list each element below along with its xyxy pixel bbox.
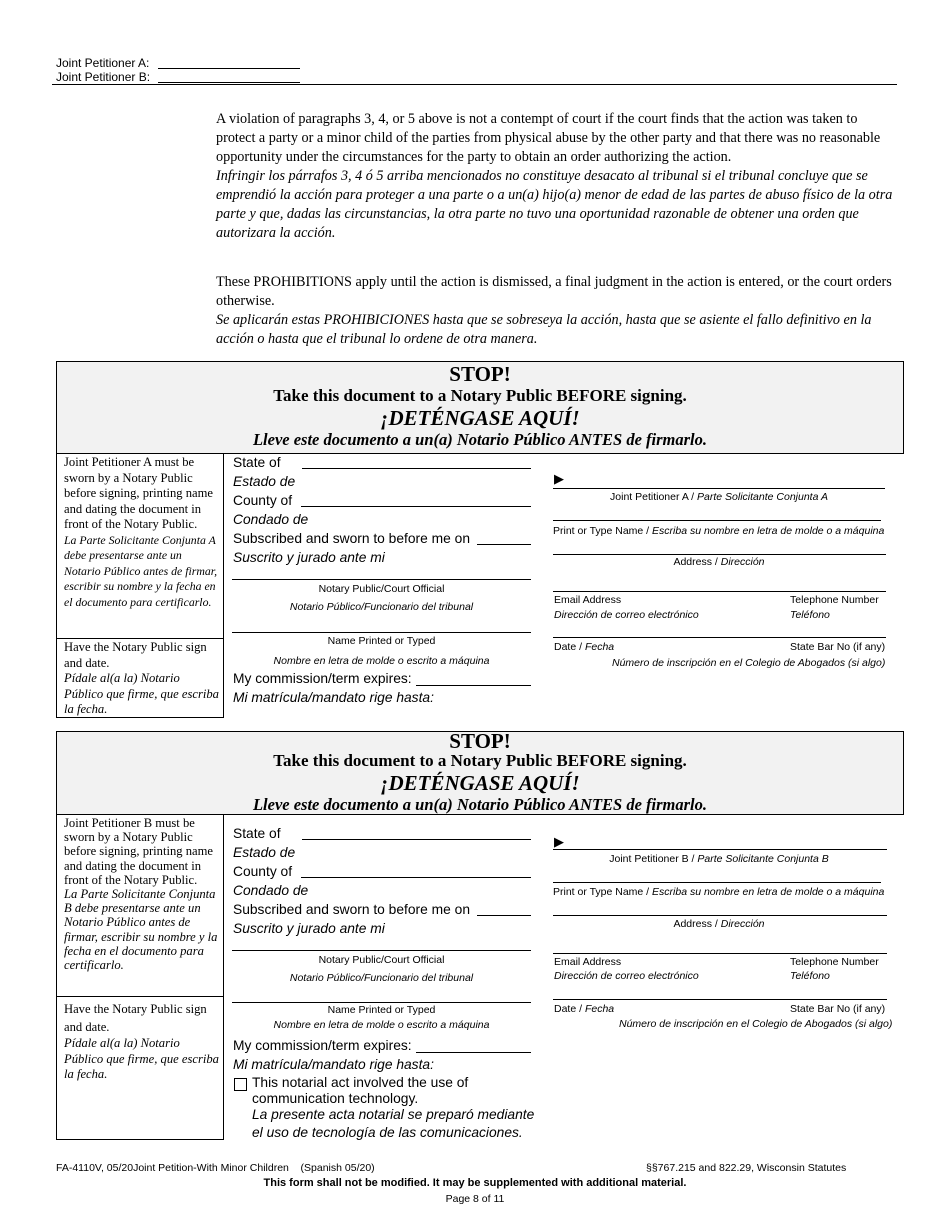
sign-here-arrow-icon: ▶: [554, 472, 564, 487]
stop-banner-b: [56, 731, 904, 815]
phone-caption-b: Telephone Number Teléfono: [790, 956, 879, 982]
notary-jurat-b: [233, 824, 533, 938]
name-printed-caption-es: Nombre en letra de molde o escrito a máquina: [273, 1019, 490, 1031]
paragraph-violation: [216, 110, 896, 243]
state-label-es: Estado de: [233, 845, 296, 860]
sworn-date-field-a[interactable]: [477, 531, 531, 545]
petitioner-signature-line-b[interactable]: [553, 836, 887, 850]
paragraph-violation-es: Infringir los párrafos 3, 4 ó 5 arriba mencionados no constituye desacato al tribunal si el tribunal concluye que se emprendió la acción para proteger a una parte o a un(a) hijo(a) menor de edad de las partes de abuso físico de la otra parte y que, dadas las circunstancias, la otra parte no tuvo una oportunidad razonable de obtener una orden que autorizara la acción.: [216, 168, 893, 241]
paragraph-violation-en: A violation of paragraphs 3, 4, or 5 above is not a contempt of court if the court finds that the action was taken to protect a party or a minor child of the parties from physical abuse by the other party and that there was no reasonable opportunity under the circumstances for the party to obtain an order authorizing the action.: [216, 111, 881, 165]
instructions-en: Joint Petitioner B must be sworn by a Notary Public before signing, printing name and dating the document in front of the Notary Public.: [64, 816, 213, 887]
print-name-line-a[interactable]: [553, 506, 881, 521]
communication-technology-label: [252, 1075, 542, 1141]
stop-title-es: ¡DETÉNGASE AQUÍ!: [380, 771, 580, 795]
address-line-a[interactable]: [553, 540, 886, 555]
bar-number-caption-a: State Bar No (if any): [790, 641, 886, 653]
notary-official-caption-es: Notario Público/Funcionario del tribunal: [289, 601, 474, 613]
signature-caption-b: Joint Petitioner B / Parte Solicitante Conjunta B: [609, 853, 829, 865]
paragraph-prohibitions-es: Se aplicarán estas PROHIBICIONES hasta que se sobreseya la acción, hasta que se asiente el fallo definitivo en la acción o hasta que el tribunal lo ordene de otra manera.: [216, 312, 872, 347]
notary-official-caption: Notary Public/Court Official: [318, 954, 445, 966]
paragraph-prohibitions: [216, 273, 896, 349]
address-line-b[interactable]: [553, 901, 887, 916]
county-field-a[interactable]: [301, 493, 531, 507]
stop-title: STOP!: [449, 362, 511, 386]
stop-title: STOP!: [449, 729, 511, 753]
county-label: County of: [233, 493, 293, 508]
date-bar-line-a[interactable]: [553, 623, 886, 638]
email-caption-a: Email Address Dirección de correo electrónico: [554, 594, 699, 621]
tech-label-es: La presente acta notarial se preparó mediante el uso de tecnología de las comunicaciones.: [252, 1107, 535, 1140]
notary-sign-instructions-b: [56, 996, 224, 1140]
expires-label-es: Mi matrícula/mandato rige hasta:: [233, 1057, 434, 1072]
header-rule: [52, 84, 897, 85]
form-number: FA-4110V, 05/20Joint Petition-With Minor Children (Spanish 05/20): [56, 1162, 375, 1174]
sworn-label-es: Suscrito y jurado ante mi: [233, 550, 385, 565]
state-label: State of: [233, 455, 281, 470]
sworn-label: Subscribed and sworn to before me on: [233, 531, 470, 546]
stop-instruction-es: Lleve este documento a un(a) Notario Público ANTES de firmarlo.: [252, 430, 708, 449]
name-printed-caption: Name Printed or Typed: [327, 635, 436, 647]
modification-notice: This form shall not be modified. It may be supplemented with additional material.: [263, 1177, 687, 1189]
notary-official-caption: Notary Public/Court Official: [318, 583, 445, 595]
email-phone-line-a[interactable]: [553, 578, 886, 592]
signature-caption-a: Joint Petitioner A / Parte Solicitante Conjunta A: [610, 491, 828, 503]
notary-official-caption-es: Notario Público/Funcionario del tribunal: [289, 972, 474, 984]
county-label-es: Condado de: [233, 512, 309, 527]
sign-instructions-en: Have the Notary Public sign and date.: [64, 1002, 207, 1034]
state-field-a[interactable]: [302, 455, 531, 469]
notary-instructions-a: [56, 453, 224, 639]
stop-banner-a: [56, 361, 904, 454]
petitioner-b-blank[interactable]: [158, 69, 300, 83]
name-printed-caption: Name Printed or Typed: [327, 1004, 436, 1016]
print-name-caption-a: Print or Type Name / Escriba su nombre en letra de molde o a máquina: [553, 525, 885, 537]
notary-sign-instructions-a: [56, 638, 224, 718]
date-caption-a: Date / Fecha: [554, 641, 615, 653]
state-label-es: Estado de: [233, 474, 296, 489]
communication-technology-checkbox[interactable]: [234, 1078, 247, 1091]
sworn-label-es: Suscrito y jurado ante mi: [233, 921, 385, 936]
notary-name-line-a[interactable]: [232, 620, 531, 633]
notary-name-line-b[interactable]: [232, 990, 531, 1003]
print-name-line-b[interactable]: [553, 868, 881, 883]
page-number: Page 8 of 11: [445, 1193, 505, 1205]
notary-jurat-a: [233, 453, 533, 567]
county-label-es: Condado de: [233, 883, 309, 898]
state-label: State of: [233, 826, 281, 841]
expires-field-b[interactable]: [416, 1039, 531, 1053]
instructions-en: Joint Petitioner A must be sworn by a Notary Public before signing, printing name and dating the document in front of the Notary Public.: [64, 455, 213, 531]
stop-instruction-es: Lleve este documento a un(a) Notario Público ANTES de firmarlo.: [252, 795, 708, 814]
address-caption-a: Address / Dirección: [673, 556, 765, 568]
expires-field-a[interactable]: [416, 672, 531, 686]
notary-signature-line-b[interactable]: [232, 939, 531, 951]
county-label: County of: [233, 864, 293, 879]
sworn-label: Subscribed and sworn to before me on: [233, 902, 470, 917]
expires-label: My commission/term expires:: [233, 1038, 412, 1053]
petitioner-signature-line-a[interactable]: [553, 474, 885, 489]
bar-number-caption-b: State Bar No (if any): [790, 1003, 886, 1015]
tech-label-en: This notarial act involved the use of communication technology.: [252, 1075, 469, 1106]
print-name-caption-b: Print or Type Name / Escriba su nombre en letra de molde o a máquina: [553, 886, 885, 898]
header-petitioner-a: Joint Petitioner A:: [56, 56, 150, 70]
notary-instructions-b: [56, 814, 224, 997]
notary-signature-line-a[interactable]: [232, 568, 531, 580]
sign-instructions-es: Pídale al(a la) Notario Público que firme, que escriba la fecha.: [64, 671, 219, 716]
stop-title-es: ¡DETÉNGASE AQUÍ!: [380, 406, 580, 430]
instructions-es: La Parte Solicitante Conjunta A debe presentarse ante un Notario Público antes de firmar, escribir su nombre y la fecha en el documento para certificarlo.: [64, 532, 218, 609]
name-printed-caption-es: Nombre en letra de molde o escrito a máquina: [273, 655, 490, 667]
bar-number-caption-es-b: Número de inscripción en el Colegio de Abogados (si algo): [619, 1018, 893, 1030]
sworn-date-field-b[interactable]: [477, 902, 531, 916]
sign-instructions-es: Pídale al(a la) Notario Público que firme, que escriba la fecha.: [64, 1036, 219, 1081]
email-caption-b: Email Address Dirección de correo electrónico: [554, 956, 699, 982]
sign-instructions-en: Have the Notary Public sign and date.: [64, 640, 207, 670]
bar-number-caption-es-a: Número de inscripción en el Colegio de Abogados (si algo): [612, 657, 886, 669]
stop-instruction: Take this document to a Notary Public BEFORE signing.: [273, 386, 687, 405]
address-caption-b: Address / Dirección: [673, 918, 765, 930]
statute-reference: §§767.215 and 822.29, Wisconsin Statutes: [646, 1162, 847, 1174]
date-bar-line-b[interactable]: [553, 985, 887, 1000]
sign-here-arrow-icon: ▶: [554, 835, 564, 850]
date-caption-b: Date / Fecha: [554, 1003, 615, 1015]
county-field-b[interactable]: [301, 864, 531, 878]
phone-caption-a: Telephone Number Teléfono: [790, 594, 879, 621]
state-field-b[interactable]: [302, 826, 531, 840]
header-petitioner-b: Joint Petitioner B:: [56, 70, 151, 84]
email-phone-line-b[interactable]: [553, 940, 887, 954]
expires-label-es: Mi matrícula/mandato rige hasta:: [233, 690, 434, 705]
expires-label: My commission/term expires:: [233, 671, 412, 686]
paragraph-prohibitions-en: These PROHIBITIONS apply until the action is dismissed, a final judgment in the action is entered, or the court orders otherwise.: [216, 274, 892, 309]
instructions-es: La Parte Solicitante Conjunta B debe presentarse ante un Notario Público antes de firmar, escribir su nombre y la fecha en el documento para certificarlo.: [64, 887, 218, 973]
stop-instruction: Take this document to a Notary Public BEFORE signing.: [273, 751, 687, 770]
petitioner-a-blank[interactable]: [158, 55, 300, 69]
